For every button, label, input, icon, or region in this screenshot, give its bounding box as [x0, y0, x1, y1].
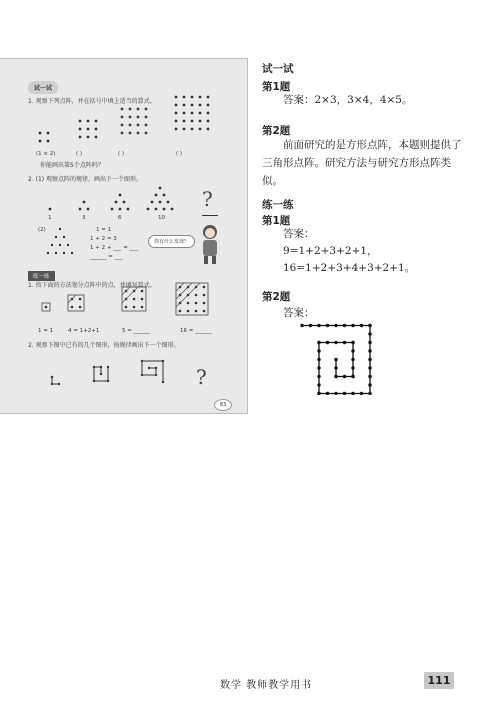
dot [159, 201, 162, 204]
dot [163, 194, 166, 197]
dot [145, 132, 148, 135]
s2-q1-line-1: 9=1+2+3+2+1， [283, 245, 378, 257]
dot [129, 132, 132, 135]
dot [175, 120, 178, 123]
answer-line [202, 215, 218, 216]
dot [141, 290, 144, 293]
spiral-dot [343, 324, 346, 327]
divider-line [68, 295, 76, 303]
dot [203, 294, 206, 297]
q1-blank-4: ( ) [176, 151, 183, 157]
dot [121, 124, 124, 127]
dot [93, 380, 95, 382]
dot [183, 120, 186, 123]
dot [199, 128, 202, 131]
dot [51, 376, 53, 378]
dot [147, 208, 150, 211]
s2-q2-title: 第2题 [262, 291, 291, 303]
dot [162, 360, 164, 362]
s1-q1-answer: 答案：2×3，3×4，4×5。 [283, 94, 413, 106]
dot [129, 108, 132, 111]
p1-eq-1: 1 = 1 [38, 328, 54, 334]
dot [93, 366, 95, 368]
spiral-dot [351, 366, 354, 369]
dot [195, 294, 198, 297]
dot [207, 128, 210, 131]
dot [79, 306, 82, 309]
try-badge: 试一试 [28, 81, 58, 94]
dot [187, 302, 190, 305]
p1-eq-3: 5 = ______ [122, 328, 151, 334]
spiral-dot [343, 392, 346, 395]
dot [199, 112, 202, 115]
spiral-dot [368, 375, 371, 378]
dot [191, 128, 194, 131]
square-dot-arrays [39, 96, 210, 143]
s1-q2-title: 第2题 [262, 125, 291, 137]
dot [71, 306, 74, 309]
dot [79, 120, 82, 123]
dot [47, 252, 49, 254]
s1-q2-paragraph: 前面研究的是方形点阵，本题则提供了三角形点阵。研究方法与研究方形点阵类似。 [262, 139, 462, 187]
spiral-dot [343, 341, 346, 344]
spiral-dot [334, 392, 337, 395]
dot [191, 112, 194, 115]
dot [129, 124, 132, 127]
dot [137, 124, 140, 127]
q2-part2-label: (2) [38, 227, 46, 233]
dot [203, 310, 206, 313]
dot [100, 366, 102, 368]
dot [87, 136, 90, 139]
spiral-dot [368, 366, 371, 369]
spiral-dot [317, 366, 320, 369]
dot [163, 208, 166, 211]
dot [129, 116, 132, 119]
spiral-dot [334, 358, 337, 361]
spiral-dot [360, 392, 363, 395]
p1-eq-2: 4 = 1+2+1 [68, 328, 100, 334]
dot [137, 132, 140, 135]
dot [179, 310, 182, 313]
spiral-dot [317, 383, 320, 386]
dot [155, 374, 157, 376]
dot [79, 128, 82, 131]
p2-question-mark: ? [196, 365, 207, 389]
dot [159, 187, 162, 190]
dot [183, 128, 186, 131]
dot [58, 383, 60, 385]
dot [145, 124, 148, 127]
dot [191, 96, 194, 99]
spiral-path [52, 377, 59, 384]
dot [95, 136, 98, 139]
dot [151, 201, 154, 204]
spiral-dot [317, 392, 320, 395]
tri-num-3: 6 [118, 215, 122, 221]
spiral-dot [351, 358, 354, 361]
dot [155, 208, 158, 211]
dot [145, 116, 148, 119]
dot [121, 108, 124, 111]
speech-bubble: 你有什么发现？ [148, 235, 195, 248]
p1-text: 1. 按下面的方法划分点阵中的点，并填写算式。 [28, 282, 156, 289]
dot [39, 140, 42, 143]
dot [39, 132, 42, 135]
footer-book-title: 数学 教师教学用书 [220, 680, 313, 691]
s1-q1-title: 第1题 [262, 81, 291, 93]
q1-blank-1: (1 × 2) [36, 151, 56, 157]
dot [203, 286, 206, 289]
spiral-dot [368, 332, 371, 335]
spiral-answer-figure [298, 315, 388, 395]
dot [87, 128, 90, 131]
dot [141, 298, 144, 301]
q2-question-mark: ? [202, 187, 213, 211]
spiral-dot [334, 375, 337, 378]
spiral-dot [368, 392, 371, 395]
dot [199, 96, 202, 99]
dot [167, 201, 170, 204]
q1-blank-3: ( ) [118, 151, 125, 157]
spiral-dot [351, 341, 354, 344]
q2-text: 2. (1) 观察点阵的规律，画出下一个图形。 [28, 176, 143, 183]
dot [59, 244, 61, 246]
dot [121, 116, 124, 119]
dot [175, 128, 178, 131]
dot [47, 140, 50, 143]
spiral-dot [317, 375, 320, 378]
dot [67, 244, 69, 246]
dot [95, 120, 98, 123]
spiral-dot [351, 324, 354, 327]
spiral-dot [300, 324, 303, 327]
spiral-dot [334, 366, 337, 369]
s2-q2-answer-label: 答案： [283, 307, 315, 319]
dot [115, 201, 118, 204]
spiral-dot [317, 341, 320, 344]
dot [121, 132, 124, 135]
dot [71, 252, 73, 254]
thumbnail-page-number: 83 [214, 399, 232, 411]
tri-num-2: 3 [82, 215, 86, 221]
dot [141, 374, 143, 376]
dot [45, 306, 48, 309]
dot [195, 302, 198, 305]
dot [148, 367, 150, 369]
dot [133, 306, 136, 309]
equation-2: 1 + 2 = 3 [90, 236, 117, 242]
dot [87, 208, 90, 211]
dot [195, 310, 198, 313]
dot [175, 112, 178, 115]
equation-1: 1 = 1 [96, 227, 112, 233]
tri-num-1: 1 [48, 215, 52, 221]
dot [162, 381, 164, 383]
s2-q1-title: 第1题 [262, 215, 291, 227]
dot [79, 298, 82, 301]
dot [63, 236, 65, 238]
dot [79, 136, 82, 139]
dot [187, 310, 190, 313]
spiral-dot [326, 392, 329, 395]
dot [141, 360, 143, 362]
dot [55, 252, 57, 254]
dot [125, 306, 128, 309]
dot [83, 201, 86, 204]
spiral-dot [368, 358, 371, 361]
dot [49, 208, 52, 211]
dot [55, 236, 57, 238]
q1-blank-2: ( ) [76, 151, 83, 157]
spiral-dot [334, 324, 337, 327]
dot [79, 208, 82, 211]
dot [171, 208, 174, 211]
growing-spiral-figures [51, 360, 164, 385]
dot [145, 108, 148, 111]
dot [175, 96, 178, 99]
q1-text: 1. 观察下列点阵，并在括号中填上适当的算式。 [28, 98, 156, 105]
s2-q1-line-2: 16=1+2+3+4+3+2+1。 [283, 262, 416, 274]
divider-line [122, 287, 138, 303]
dot [207, 96, 210, 99]
dot [155, 194, 158, 197]
dot [127, 208, 130, 211]
page-number: 111 [424, 672, 454, 689]
spiral-dot [309, 324, 312, 327]
spiral-dot [351, 349, 354, 352]
dot [133, 298, 136, 301]
dot [203, 302, 206, 305]
dot [95, 128, 98, 131]
dot [207, 120, 210, 123]
textbook-page-thumbnail [0, 58, 248, 414]
p2-text: 2. 观察下图中已有的几个图形，按规律画出下一个图形。 [28, 342, 180, 349]
grid-frame [68, 295, 84, 311]
dot [51, 383, 53, 385]
dot [191, 120, 194, 123]
spiral-dot [360, 324, 363, 327]
spiral-dot [326, 341, 329, 344]
equation-4: ______ = ___ [90, 254, 123, 260]
spiral-path [142, 361, 163, 382]
divider-line [176, 283, 184, 291]
spiral-dot [351, 392, 354, 395]
dot [183, 104, 186, 107]
dot [141, 306, 144, 309]
spiral-dot [343, 375, 346, 378]
dot [107, 380, 109, 382]
dot [111, 208, 114, 211]
dot [100, 373, 102, 375]
p1-eq-4: 16 = ______ [180, 328, 212, 334]
dot [59, 228, 61, 230]
dot [155, 367, 157, 369]
tri-num-4: 10 [158, 215, 165, 221]
spiral-dot [368, 383, 371, 386]
girl-character-icon [196, 223, 224, 265]
dot [199, 104, 202, 107]
spiral-dot [317, 349, 320, 352]
spiral-dot [334, 341, 337, 344]
spiral-dot [368, 341, 371, 344]
dot [107, 366, 109, 368]
dot [47, 132, 50, 135]
s2-q1-answer-label: 答案： [283, 228, 315, 240]
dot [123, 201, 126, 204]
spiral-dot [351, 375, 354, 378]
dot [119, 208, 122, 211]
dot [137, 116, 140, 119]
spiral-dot [326, 324, 329, 327]
spiral-dot [368, 324, 371, 327]
dot [63, 252, 65, 254]
section-try-title: 试一试 [262, 63, 294, 75]
dot [207, 104, 210, 107]
practice-badge: 练一练 [28, 271, 55, 281]
spiral-dot [368, 349, 371, 352]
spiral-dot [317, 324, 320, 327]
dot [51, 244, 53, 246]
q1-question: 你能画出第5个点阵吗？ [40, 162, 104, 169]
section-practice-title: 练一练 [262, 199, 294, 211]
dot [183, 96, 186, 99]
dot [137, 108, 140, 111]
spiral-dot [317, 358, 320, 361]
dot [191, 104, 194, 107]
divider-line [176, 283, 192, 299]
dot [119, 194, 122, 197]
dot [87, 120, 90, 123]
dot [199, 120, 202, 123]
dot [175, 104, 178, 107]
equation-3: 1 + 2 + ___ = ___ [90, 245, 138, 251]
dot [207, 112, 210, 115]
dot [183, 112, 186, 115]
